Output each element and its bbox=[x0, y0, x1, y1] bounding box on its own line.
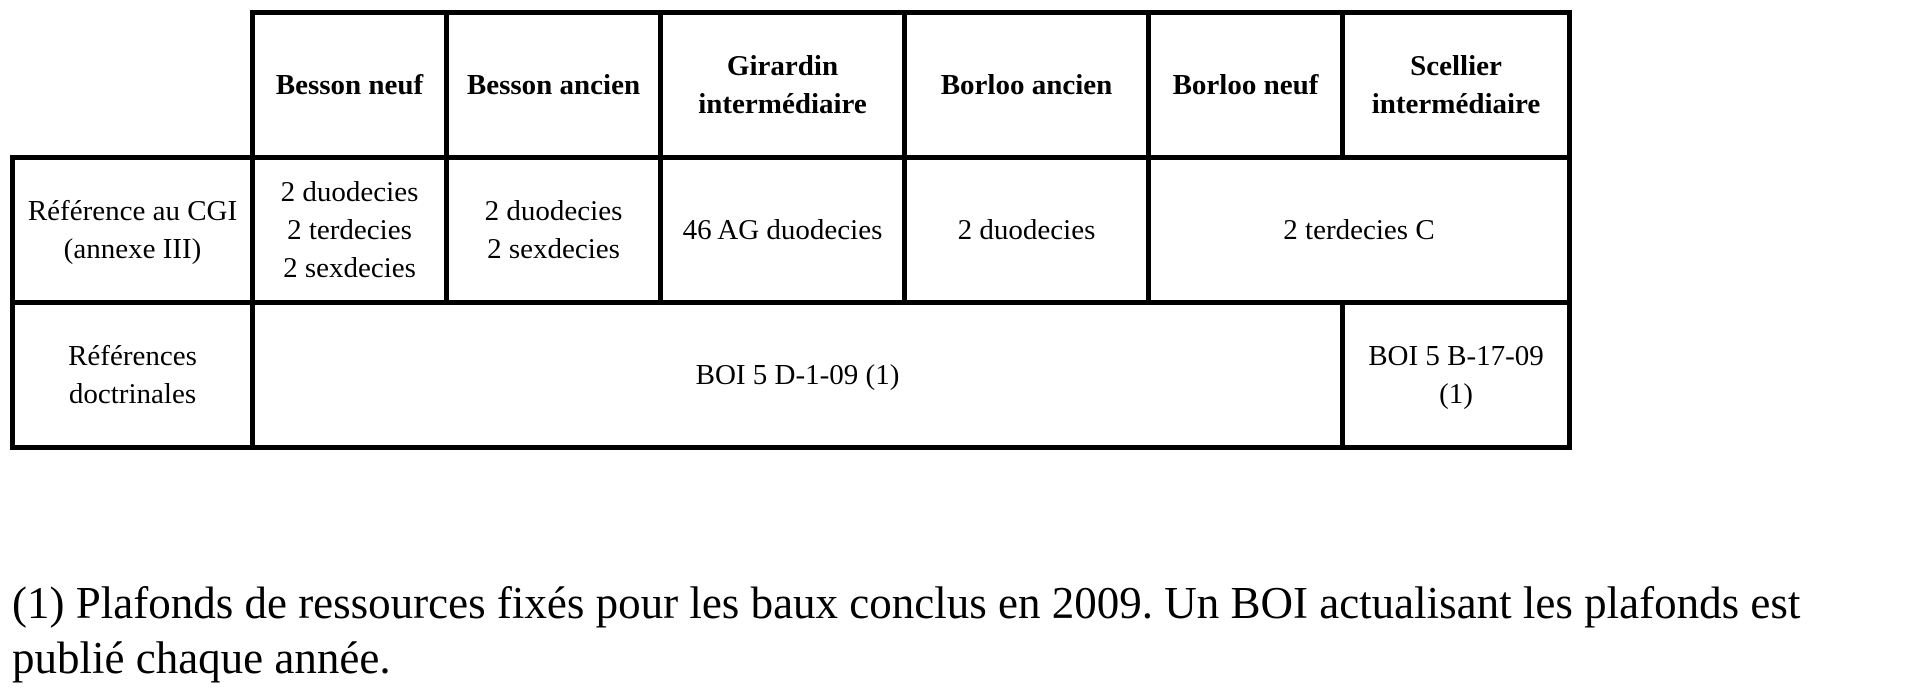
header-scellier-intermediaire: Scellier intermédiaire bbox=[1340, 10, 1572, 160]
header-besson-neuf: Besson neuf bbox=[250, 10, 449, 160]
cgi-borloo-neuf-scellier-cell: 2 terdecies C bbox=[1146, 155, 1572, 305]
empty-corner-cell bbox=[10, 10, 255, 160]
header-girardin-intermediaire: Girardin intermédiaire bbox=[658, 10, 907, 160]
cgi-borloo-ancien-cell: 2 duodecies bbox=[902, 155, 1151, 305]
doctrine-boi-5d-cell: BOI 5 D-1-09 (1) bbox=[250, 300, 1345, 450]
row-label-references-doctrinales: Références doctrinales bbox=[10, 300, 255, 450]
header-borloo-neuf: Borloo neuf bbox=[1146, 10, 1345, 160]
header-borloo-ancien: Borloo ancien bbox=[902, 10, 1151, 160]
footnote: (1) Plafonds de ressources fixés pour les baux conclus en 2009. Un BOI actualisant les plafonds est publié chaque année. bbox=[12, 578, 1801, 683]
cgi-besson-ancien-cell: 2 duodecies 2 sexdecies bbox=[444, 155, 663, 305]
cgi-girardin-cell: 46 AG duodecies bbox=[658, 155, 907, 305]
header-besson-ancien: Besson ancien bbox=[444, 10, 663, 160]
row-label-reference-cgi: Référence au CGI (annexe III) bbox=[10, 155, 255, 305]
references-table bbox=[10, 10, 1906, 560]
cgi-besson-neuf-cell: 2 duodecies 2 terdecies 2 sexdecies bbox=[250, 155, 449, 305]
doctrine-boi-5b-cell: BOI 5 B-17-09 (1) bbox=[1340, 300, 1572, 450]
